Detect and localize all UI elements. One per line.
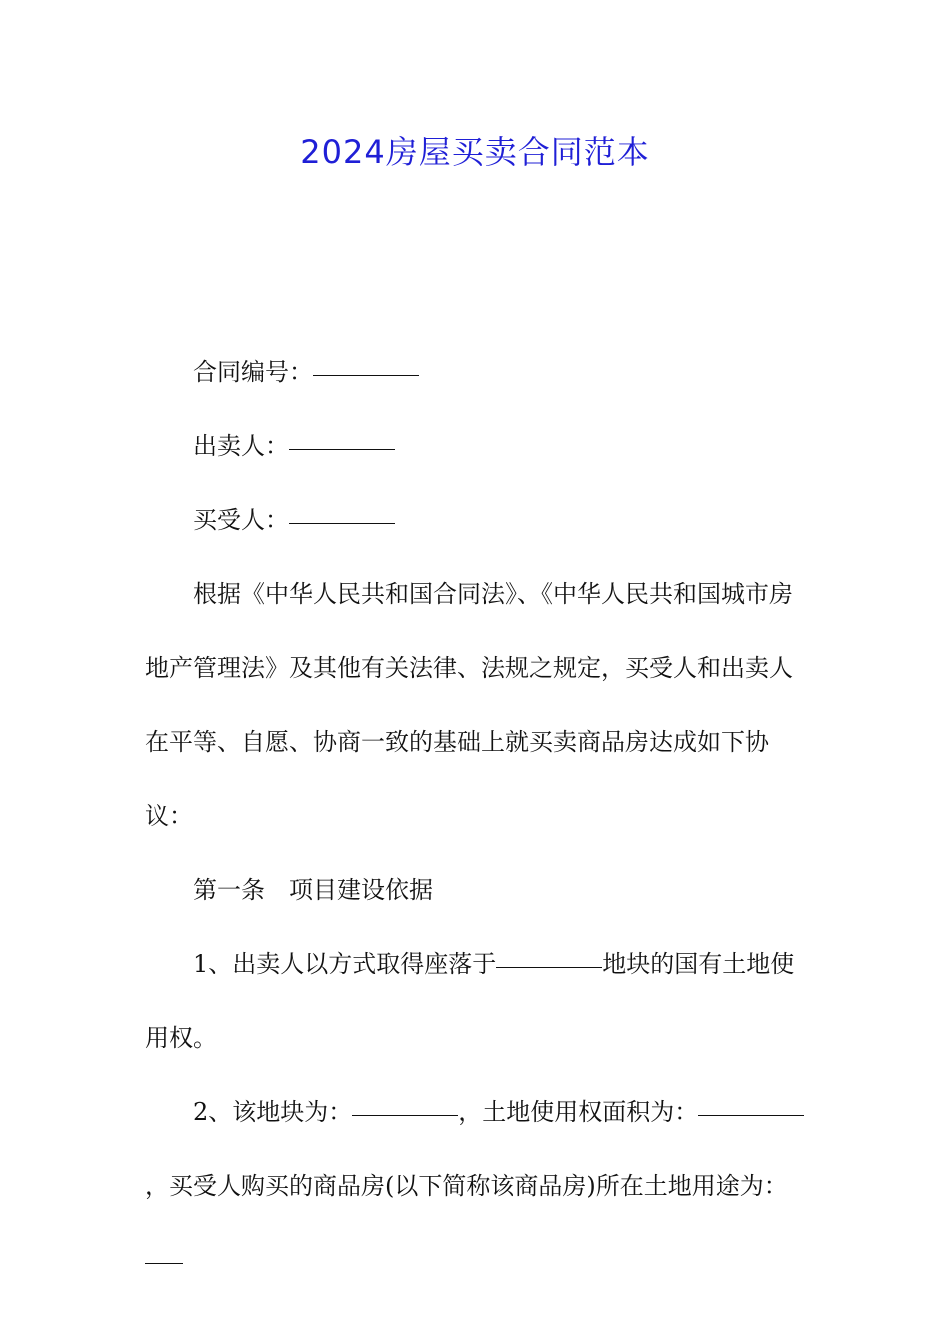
buyer-blank [289, 499, 395, 524]
seller-blank [289, 425, 395, 450]
article-1-heading: 第一条 项目建设依据 [193, 876, 433, 904]
document-body [145, 335, 810, 1297]
contract-number-line [145, 335, 810, 409]
clause-1-text-a: 1、出卖人以方式取得座落于 [193, 950, 497, 978]
land-area-blank [698, 1091, 804, 1116]
seller-line [145, 409, 810, 483]
land-type-blank [352, 1091, 458, 1116]
clause-1 [145, 927, 810, 1075]
clause-2-text-b: ，土地使用权面积为： [458, 1098, 699, 1126]
contract-number-label: 合同编号： [193, 358, 313, 386]
contract-number-blank [313, 351, 419, 376]
clause-1-text-b: 地块的国有土地使用权。 [145, 950, 795, 1052]
land-location-blank [496, 943, 602, 968]
buyer-label: 买受人： [193, 506, 289, 534]
clause-2 [145, 1075, 810, 1297]
seller-label: 出卖人： [193, 432, 289, 460]
clause-2-text-a: 2、该地块为： [193, 1098, 353, 1126]
buyer-line [145, 483, 810, 557]
land-use-blank [145, 1239, 183, 1264]
preamble-paragraph: 根据《中华人民共和国合同法》、《中华人民共和国城市房地产管理法》及其他有关法律、法规之规定，买受人和出卖人在平等、自愿、协商一致的基础上就买卖商品房达成如下协议： [145, 580, 793, 830]
document-title: 2024房屋买卖合同范本 [300, 133, 650, 171]
clause-2-text-c: ，买受人购买的商品房(以下简称该商品房)所在土地用途为： [145, 1172, 788, 1200]
